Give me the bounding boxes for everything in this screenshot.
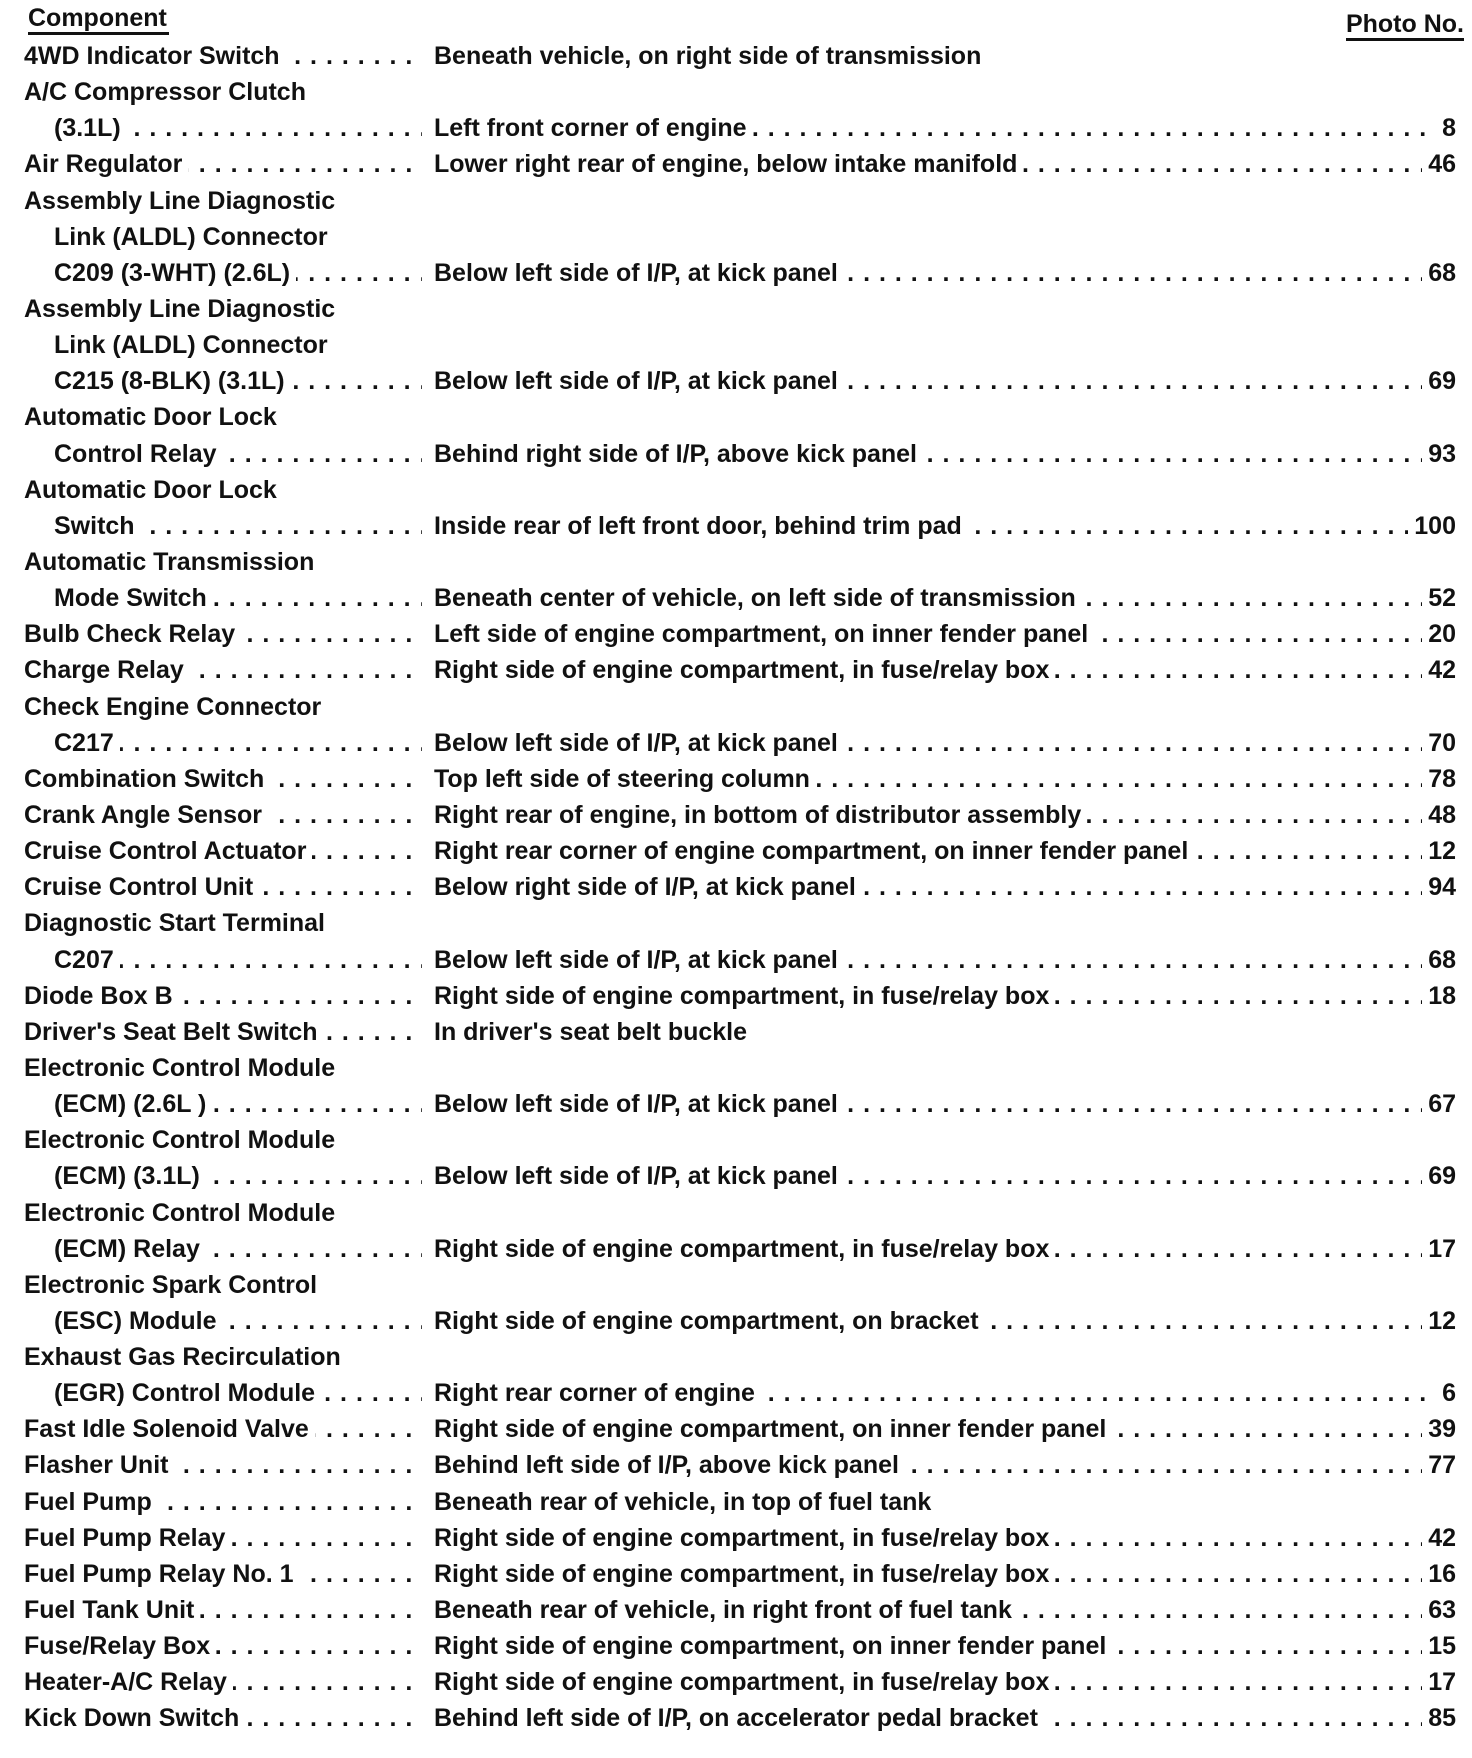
component-name-text: Automatic Door Lock <box>24 476 283 504</box>
component-name-text: Automatic Transmission <box>24 548 320 576</box>
component-location-text: Beneath center of vehicle, on left side of transmission <box>434 584 1082 612</box>
photo-number: 16 <box>1422 1556 1456 1592</box>
component-name-text: Crank Angle Sensor <box>24 801 268 829</box>
table-row <box>24 327 1456 363</box>
component-name-text: Assembly Line Diagnostic <box>24 295 341 323</box>
component-name-text: Link (ALDL) Connector <box>54 331 334 359</box>
component-location <box>434 1014 1456 1050</box>
table-row <box>24 146 1456 182</box>
component-location <box>434 146 1456 182</box>
component-name <box>24 978 422 1014</box>
table-row <box>24 1556 1456 1592</box>
component-name <box>24 1556 422 1592</box>
component-name-text: Electronic Control Module <box>24 1126 341 1154</box>
component-location <box>434 1628 1456 1664</box>
component-name <box>24 905 422 941</box>
component-name <box>54 1303 422 1339</box>
photo-number: 6 <box>1436 1375 1456 1411</box>
component-name-text: (ESC) Module <box>54 1307 223 1335</box>
component-name <box>54 942 422 978</box>
component-name <box>54 580 422 616</box>
table-row <box>24 1267 1456 1303</box>
table-row <box>24 436 1456 472</box>
component-name <box>24 1592 422 1628</box>
component-name <box>24 689 422 725</box>
table-row <box>24 110 1456 146</box>
component-name <box>54 1231 422 1267</box>
table-row <box>24 1447 1456 1483</box>
photo-number: 17 <box>1422 1664 1456 1700</box>
photo-number: 42 <box>1422 1520 1456 1556</box>
component-name <box>24 652 422 688</box>
component-location-text: Below left side of I/P, at kick panel <box>434 729 844 757</box>
component-name-text: Heater-A/C Relay <box>24 1668 233 1696</box>
photo-number: 39 <box>1422 1411 1456 1447</box>
component-name-text: Control Relay <box>54 440 223 468</box>
table-row <box>24 472 1456 508</box>
component-name-text: Electronic Spark Control <box>24 1271 323 1299</box>
photo-number: 48 <box>1422 797 1456 833</box>
table-row <box>24 1086 1456 1122</box>
component-location-text: Behind right side of I/P, above kick panel <box>434 440 923 468</box>
component-location <box>434 1664 1456 1700</box>
component-name <box>24 761 422 797</box>
component-name <box>54 1158 422 1194</box>
component-name-text: Mode Switch <box>54 584 213 612</box>
component-name <box>24 544 422 580</box>
photo-number: 12 <box>1422 1303 1456 1339</box>
table-row <box>24 74 1456 110</box>
table-row <box>24 291 1456 327</box>
component-name <box>24 797 422 833</box>
photo-number: 68 <box>1422 255 1456 291</box>
component-name <box>54 1086 422 1122</box>
photo-number: 18 <box>1422 978 1456 1014</box>
table-row <box>24 689 1456 725</box>
component-name <box>24 399 422 435</box>
component-name-text: 4WD Indicator Switch <box>24 42 286 70</box>
table-row <box>24 942 1456 978</box>
component-name-text: Electronic Control Module <box>24 1054 341 1082</box>
component-name-text: A/C Compressor Clutch <box>24 78 312 106</box>
component-location <box>434 1303 1456 1339</box>
component-location-text: In driver's seat belt buckle <box>434 1018 753 1046</box>
component-location-text: Below left side of I/P, at kick panel <box>434 1090 844 1118</box>
photo-number: 67 <box>1422 1086 1456 1122</box>
component-name <box>54 725 422 761</box>
table-row <box>24 1122 1456 1158</box>
photo-number: 12 <box>1422 833 1456 869</box>
component-location <box>434 436 1456 472</box>
component-name-text: Electronic Control Module <box>24 1199 341 1227</box>
photo-number: 93 <box>1422 436 1456 472</box>
component-name <box>24 1484 422 1520</box>
component-name-text: (ECM) Relay <box>54 1235 206 1263</box>
component-location <box>434 1556 1456 1592</box>
component-name-text: Cruise Control Unit <box>24 873 259 901</box>
component-name-text: Link (ALDL) Connector <box>54 223 334 251</box>
component-name-text: Fast Idle Solenoid Valve <box>24 1415 315 1443</box>
table-row <box>24 508 1456 544</box>
component-name <box>24 616 422 652</box>
component-name <box>24 1628 422 1664</box>
component-name-text: Fuel Tank Unit <box>24 1596 200 1624</box>
component-name-text: Air Regulator <box>24 150 188 178</box>
table-row <box>24 1375 1456 1411</box>
photo-number: 69 <box>1422 1158 1456 1194</box>
component-name-text: Assembly Line Diagnostic <box>24 187 341 215</box>
component-name-text: Diode Box B <box>24 982 179 1010</box>
component-name <box>54 327 422 363</box>
component-location <box>434 869 1456 905</box>
component-name <box>24 1411 422 1447</box>
component-name-text: Cruise Control Actuator <box>24 837 312 865</box>
table-row <box>24 580 1456 616</box>
component-name <box>24 472 422 508</box>
component-location <box>434 942 1456 978</box>
table-row <box>24 1520 1456 1556</box>
component-location <box>434 1086 1456 1122</box>
table-row <box>24 1664 1456 1700</box>
component-location-text: Right side of engine compartment, on bracket <box>434 1307 985 1335</box>
table-row <box>24 905 1456 941</box>
table-row <box>24 725 1456 761</box>
component-name-text: Automatic Door Lock <box>24 403 283 431</box>
component-location <box>434 797 1456 833</box>
table-row <box>24 255 1456 291</box>
photo-number: 100 <box>1408 508 1456 544</box>
component-name-text: C207 <box>54 946 120 974</box>
component-location-text: Right side of engine compartment, in fuse/relay box <box>434 1560 1055 1588</box>
component-name <box>54 1375 422 1411</box>
table-row <box>24 183 1456 219</box>
table-row <box>24 1339 1456 1375</box>
table-row <box>24 38 1456 74</box>
component-name-text: (3.1L) <box>54 114 127 142</box>
table-row <box>24 1014 1456 1050</box>
component-location <box>434 580 1456 616</box>
table-row <box>24 1411 1456 1447</box>
component-name-text: Kick Down Switch <box>24 1704 245 1732</box>
photo-number: 94 <box>1422 869 1456 905</box>
component-name-text: Charge Relay <box>24 656 190 684</box>
component-name <box>54 508 422 544</box>
component-location-text: Beneath vehicle, on right side of transmission <box>434 42 987 70</box>
component-location-text: Right side of engine compartment, in fuse/relay box <box>434 1668 1055 1696</box>
table-row <box>24 1231 1456 1267</box>
photo-number: 8 <box>1436 110 1456 146</box>
component-name-text: Driver's Seat Belt Switch <box>24 1018 324 1046</box>
photo-number: 52 <box>1422 580 1456 616</box>
component-location-text: Right side of engine compartment, on inner fender panel <box>434 1632 1112 1660</box>
component-name <box>24 1014 422 1050</box>
component-list <box>24 38 1456 1737</box>
component-column-header: Component <box>28 4 169 35</box>
component-location-text: Lower right rear of engine, below intake manifold <box>434 150 1023 178</box>
photo-number: 42 <box>1422 652 1456 688</box>
component-name-text: Diagnostic Start Terminal <box>24 909 331 937</box>
table-row <box>24 1195 1456 1231</box>
component-name <box>24 833 422 869</box>
component-name <box>24 869 422 905</box>
component-location-text: Left front corner of engine <box>434 114 753 142</box>
component-location <box>434 978 1456 1014</box>
component-location-text: Below left side of I/P, at kick panel <box>434 367 844 395</box>
component-location-text: Right side of engine compartment, in fuse/relay box <box>434 656 1055 684</box>
table-row <box>24 869 1456 905</box>
component-location <box>434 38 1456 74</box>
table-row <box>24 1700 1456 1736</box>
component-location-text: Right side of engine compartment, in fuse/relay box <box>434 1235 1055 1263</box>
component-name <box>24 1050 422 1086</box>
component-name-text: (EGR) Control Module <box>54 1379 321 1407</box>
component-location <box>434 1700 1456 1736</box>
table-row <box>24 219 1456 255</box>
component-location-text: Right side of engine compartment, on inner fender panel <box>434 1415 1112 1443</box>
table-row <box>24 616 1456 652</box>
component-location <box>434 363 1456 399</box>
table-row <box>24 761 1456 797</box>
component-location-text: Right side of engine compartment, in fuse/relay box <box>434 982 1055 1010</box>
component-location-text: Inside rear of left front door, behind trim pad <box>434 512 968 540</box>
table-row <box>24 399 1456 435</box>
photo-number: 63 <box>1422 1592 1456 1628</box>
table-row <box>24 1628 1456 1664</box>
component-name-text: Switch <box>54 512 141 540</box>
table-row <box>24 363 1456 399</box>
component-name <box>54 110 422 146</box>
component-location-text: Top left side of steering column <box>434 765 816 793</box>
component-location <box>434 833 1456 869</box>
component-location-text: Right rear of engine, in bottom of distributor assembly <box>434 801 1087 829</box>
component-name <box>54 363 422 399</box>
component-location <box>434 725 1456 761</box>
component-name-text: C215 (8-BLK) (3.1L) <box>54 367 291 395</box>
component-name-text: C217 <box>54 729 120 757</box>
component-location-text: Below left side of I/P, at kick panel <box>434 946 844 974</box>
table-row <box>24 652 1456 688</box>
component-location <box>434 1411 1456 1447</box>
photo-number: 85 <box>1422 1700 1456 1736</box>
component-location-text: Behind left side of I/P, on accelerator pedal bracket <box>434 1704 1044 1732</box>
photo-number: 46 <box>1422 146 1456 182</box>
component-name-text: Combination Switch <box>24 765 270 793</box>
component-name <box>24 183 422 219</box>
component-name-text: C209 (3-WHT) (2.6L) <box>54 259 296 287</box>
photo-number: 15 <box>1422 1628 1456 1664</box>
table-row <box>24 544 1456 580</box>
component-location-text: Below left side of I/P, at kick panel <box>434 1162 844 1190</box>
component-name-text: Check Engine Connector <box>24 693 327 721</box>
component-location <box>434 1520 1456 1556</box>
component-name <box>24 291 422 327</box>
component-name <box>24 1267 422 1303</box>
photo-number-column-header: Photo No. <box>1346 10 1464 41</box>
component-name <box>54 436 422 472</box>
component-location-text: Below left side of I/P, at kick panel <box>434 259 844 287</box>
component-location <box>434 255 1456 291</box>
component-name <box>24 1664 422 1700</box>
component-name <box>24 1520 422 1556</box>
component-name <box>54 255 422 291</box>
photo-number: 17 <box>1422 1231 1456 1267</box>
photo-number: 20 <box>1422 616 1456 652</box>
component-name-text: Fuel Pump <box>24 1488 158 1516</box>
component-location <box>434 761 1456 797</box>
photo-number: 77 <box>1422 1447 1456 1483</box>
component-name <box>24 146 422 182</box>
component-name <box>24 1447 422 1483</box>
component-location <box>434 1375 1456 1411</box>
component-location-text: Behind left side of I/P, above kick panel <box>434 1451 905 1479</box>
component-name-text: (ECM) (3.1L) <box>54 1162 206 1190</box>
table-row <box>24 1303 1456 1339</box>
component-name <box>24 38 422 74</box>
photo-number: 70 <box>1422 725 1456 761</box>
component-name-text: Fuse/Relay Box <box>24 1632 216 1660</box>
component-name <box>24 1122 422 1158</box>
component-name <box>24 1339 422 1375</box>
component-location-text: Right side of engine compartment, in fuse/relay box <box>434 1524 1055 1552</box>
photo-number: 68 <box>1422 942 1456 978</box>
component-location <box>434 616 1456 652</box>
component-location-text: Right rear corner of engine <box>434 1379 761 1407</box>
component-name-text: Flasher Unit <box>24 1451 174 1479</box>
table-row <box>24 797 1456 833</box>
component-name <box>54 219 422 255</box>
component-name <box>24 1195 422 1231</box>
component-location-text: Left side of engine compartment, on inner fender panel <box>434 620 1094 648</box>
component-location <box>434 110 1456 146</box>
component-location <box>434 508 1456 544</box>
component-location <box>434 1592 1456 1628</box>
table-row <box>24 1050 1456 1086</box>
photo-number: 69 <box>1422 363 1456 399</box>
component-name-text: Fuel Pump Relay No. 1 <box>24 1560 300 1588</box>
component-location-text: Beneath rear of vehicle, in top of fuel tank <box>434 1488 937 1516</box>
component-name-text: (ECM) (2.6L ) <box>54 1090 212 1118</box>
photo-number: 78 <box>1422 761 1456 797</box>
table-row <box>24 978 1456 1014</box>
component-location-text: Beneath rear of vehicle, in right front of fuel tank <box>434 1596 1018 1624</box>
component-name-text: Fuel Pump Relay <box>24 1524 231 1552</box>
component-location <box>434 1158 1456 1194</box>
component-location <box>434 1447 1456 1483</box>
component-name <box>24 1700 422 1736</box>
component-name-text: Bulb Check Relay <box>24 620 241 648</box>
table-row <box>24 1484 1456 1520</box>
component-location <box>434 652 1456 688</box>
component-location-text: Below right side of I/P, at kick panel <box>434 873 862 901</box>
component-name-text: Exhaust Gas Recirculation <box>24 1343 347 1371</box>
component-name <box>24 74 422 110</box>
component-location <box>434 1231 1456 1267</box>
component-location-text: Right rear corner of engine compartment, on inner fender panel <box>434 837 1194 865</box>
table-row <box>24 833 1456 869</box>
table-row <box>24 1592 1456 1628</box>
component-location <box>434 1484 1456 1520</box>
table-row <box>24 1158 1456 1194</box>
